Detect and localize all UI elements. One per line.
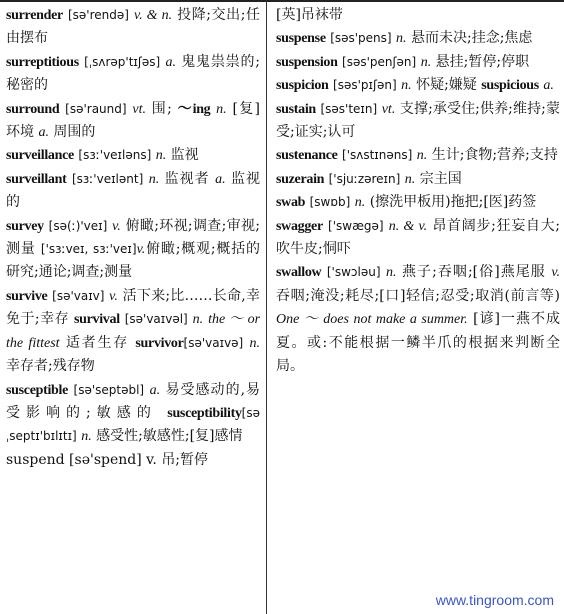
definition: 监视 [170,147,199,164]
entry-continuation [276,4,560,27]
definition: 鬼鬼祟祟的;秘密的 [6,53,261,94]
headword: swab [276,195,306,211]
part-of-speech: n. [404,171,416,187]
entry-surveillant [6,168,260,215]
part-of-speech-2: v. [136,242,146,258]
derived-word-2: survivor [135,335,184,351]
definition-2: 监视的 [6,170,261,211]
entry-sustenance [276,144,560,167]
example-phrase: the ～ or the fittest [6,312,261,351]
part-of-speech: v. [109,288,118,304]
phonetic: [səs'pɪʃən] [333,78,397,93]
headword: suzerain [276,171,325,187]
derived-part-of-speech: a. [543,78,554,94]
derived-part-of-speech: n. [216,101,227,117]
entry-survive [6,285,260,379]
derived-part-of-speech: n. [81,429,92,445]
entry-swallow [276,261,560,378]
example-gloss: [谚]一燕不成夏。或:不能根据一鳞半爪的根据来判断全 [276,311,560,351]
derived-definition: 感受性;敏感性;[复]感情 [96,428,243,445]
part-of-speech: n. [396,31,407,47]
definition: 燕子;吞咽;[俗]燕尾服 [402,264,546,281]
part-of-speech: n. & v. [388,218,428,234]
phonetic: [səs'penʃən] [342,54,417,69]
entry-suspicion [276,74,560,97]
headword: survive [6,288,48,304]
definition: (擦洗甲板用)拖把;[医]药签 [369,194,537,211]
entry-sustain [276,98,560,145]
entry-surreptitious [6,51,260,98]
part-of-speech: n. [420,54,432,70]
phonetic: [sə'rendə] [67,8,129,22]
column-divider [266,0,267,614]
site-watermark: www.tingroom.com [435,592,554,608]
definition: 易受感动的,易受影响的;敏感的 [6,381,261,421]
derived-phonetic-2: [sə'vaɪvə] [183,335,244,350]
entry-cut-bottom [6,449,260,468]
example-phrase: One ～ does not make a summer. [276,312,468,328]
part-of-speech: n. [148,171,160,187]
phonetic: [sə'septəbl] [73,382,145,397]
headword: surreptitious [6,54,79,70]
part-of-speech: n. [155,148,167,164]
entry-surround [6,98,260,145]
left-column [6,4,261,468]
headword: swagger [276,218,323,234]
part-of-speech-2: v. [551,265,561,281]
definition: 支撑;承受住;供养;维持;蒙受;证实;认可 [276,100,560,141]
example-gloss: 适者生存 [65,334,130,351]
part-of-speech: n. [354,195,366,211]
definition: 围; [151,100,172,117]
entry-surrender [6,4,260,51]
headword: suspicion [276,78,329,94]
headword: suspense [276,31,326,47]
part-of-speech: a. [165,54,176,70]
headword: susceptible [6,382,69,398]
top-rule [0,0,564,2]
derived-phonetic: [sə'vaɪvəl] [124,312,188,327]
derived-definition: [复]环境 [6,100,261,141]
headword: surveillance [6,148,74,164]
phonetic: ['sjuːzəreɪn] [328,171,401,186]
derived-part-of-speech-2: n. [249,335,261,351]
phonetic: ['sʌstɪnəns] [342,148,413,163]
definition: 悬而未决;挂念;焦虑 [411,30,533,47]
phonetic: [səs'pens] [330,31,392,46]
headword: surround [6,101,60,117]
part-of-speech: vt. [132,101,146,117]
part-of-speech: v. & n. [133,8,173,23]
phonetic: [sɜː'veɪləns] [78,148,152,163]
entry-surveillance [6,144,260,167]
definition: 怀疑;嫌疑 [416,77,477,94]
entry-swagger [276,215,560,262]
derived-part-of-speech: n. [192,312,204,328]
derived-word: susceptibility [167,405,242,421]
phonetic: [swɒb] [309,195,351,210]
headword: sustain [276,101,316,117]
definition: 悬挂;暂停;停职 [435,53,530,70]
part-of-speech-2: a. [215,171,226,187]
definition: 昂首阔步;狂妄自大;吹牛皮;恫吓 [276,217,561,258]
part-of-speech: a. [149,382,161,398]
derived-definition-2: 幸存者;残存物 [6,358,95,375]
phonetic: [sə(ː)'veɪ] [48,218,108,233]
part-of-speech: vt. [381,101,396,117]
headword: swallow [276,265,322,281]
definition: 俯瞰;环视;调查;审视;测量 [6,217,261,258]
headword: sustenance [276,148,338,164]
cut-text: 局。 [276,358,304,375]
part-of-speech: n. [386,265,397,281]
continuation-text: [英]吊袜带 [276,7,343,23]
derived-word: survival [73,312,120,328]
derived-word: suspicious [481,78,539,94]
entry-survey [6,215,260,285]
definition: 投降;交出;任由摆布 [6,7,260,47]
entry-susceptible [6,379,260,449]
entry-suzerain [276,168,560,191]
derived-definition-2: 周围的 [53,124,96,141]
definition: 宗主国 [419,170,462,187]
entry-suspense [276,27,560,50]
entry-suspension [276,51,560,74]
entry-swab [276,191,560,214]
definition-2: 吞咽;淹没;耗尽;[口]轻信;忍受;取消(前言等) [276,287,560,304]
derived-part-of-speech-2: a. [38,125,49,141]
phonetic-2: ['sɜːveɪ, sɜː'veɪ] [40,242,137,257]
headword: surrender [6,8,63,23]
definition: 监视者 [164,170,210,187]
part-of-speech: n. [416,148,428,164]
definition: 活下来;比……长命,幸免于;幸存 [6,287,260,328]
phonetic: ['swægə] [328,218,384,233]
derived-word: ～ing [177,101,211,117]
phonetic: [səs'teɪn] [320,101,378,116]
phonetic: [ˌsʌrəp'tɪʃəs] [84,54,161,69]
definition: 生计;食物;营养;支持 [431,147,558,164]
headword: survey [6,218,44,234]
part-of-speech: v. [112,218,121,234]
phonetic: [sə'raund] [65,101,127,116]
phonetic: ['swɔləu] [326,265,381,280]
headword: surveillant [6,171,67,187]
part-of-speech: n. [401,78,412,94]
cut-text: suspend [sə'spend] v. 吊;暂停 [6,451,209,468]
right-column [276,4,560,379]
definition-2: 俯瞰;概观;概括的研究;通论;调查;测量 [6,241,261,281]
phonetic: [sɜː'veɪlənt] [71,171,144,186]
headword: suspension [276,54,338,70]
derived-phonetic: [səˌseptɪ'bɪlɪtɪ] [6,405,260,444]
phonetic: [sə'vaɪv] [52,288,105,303]
